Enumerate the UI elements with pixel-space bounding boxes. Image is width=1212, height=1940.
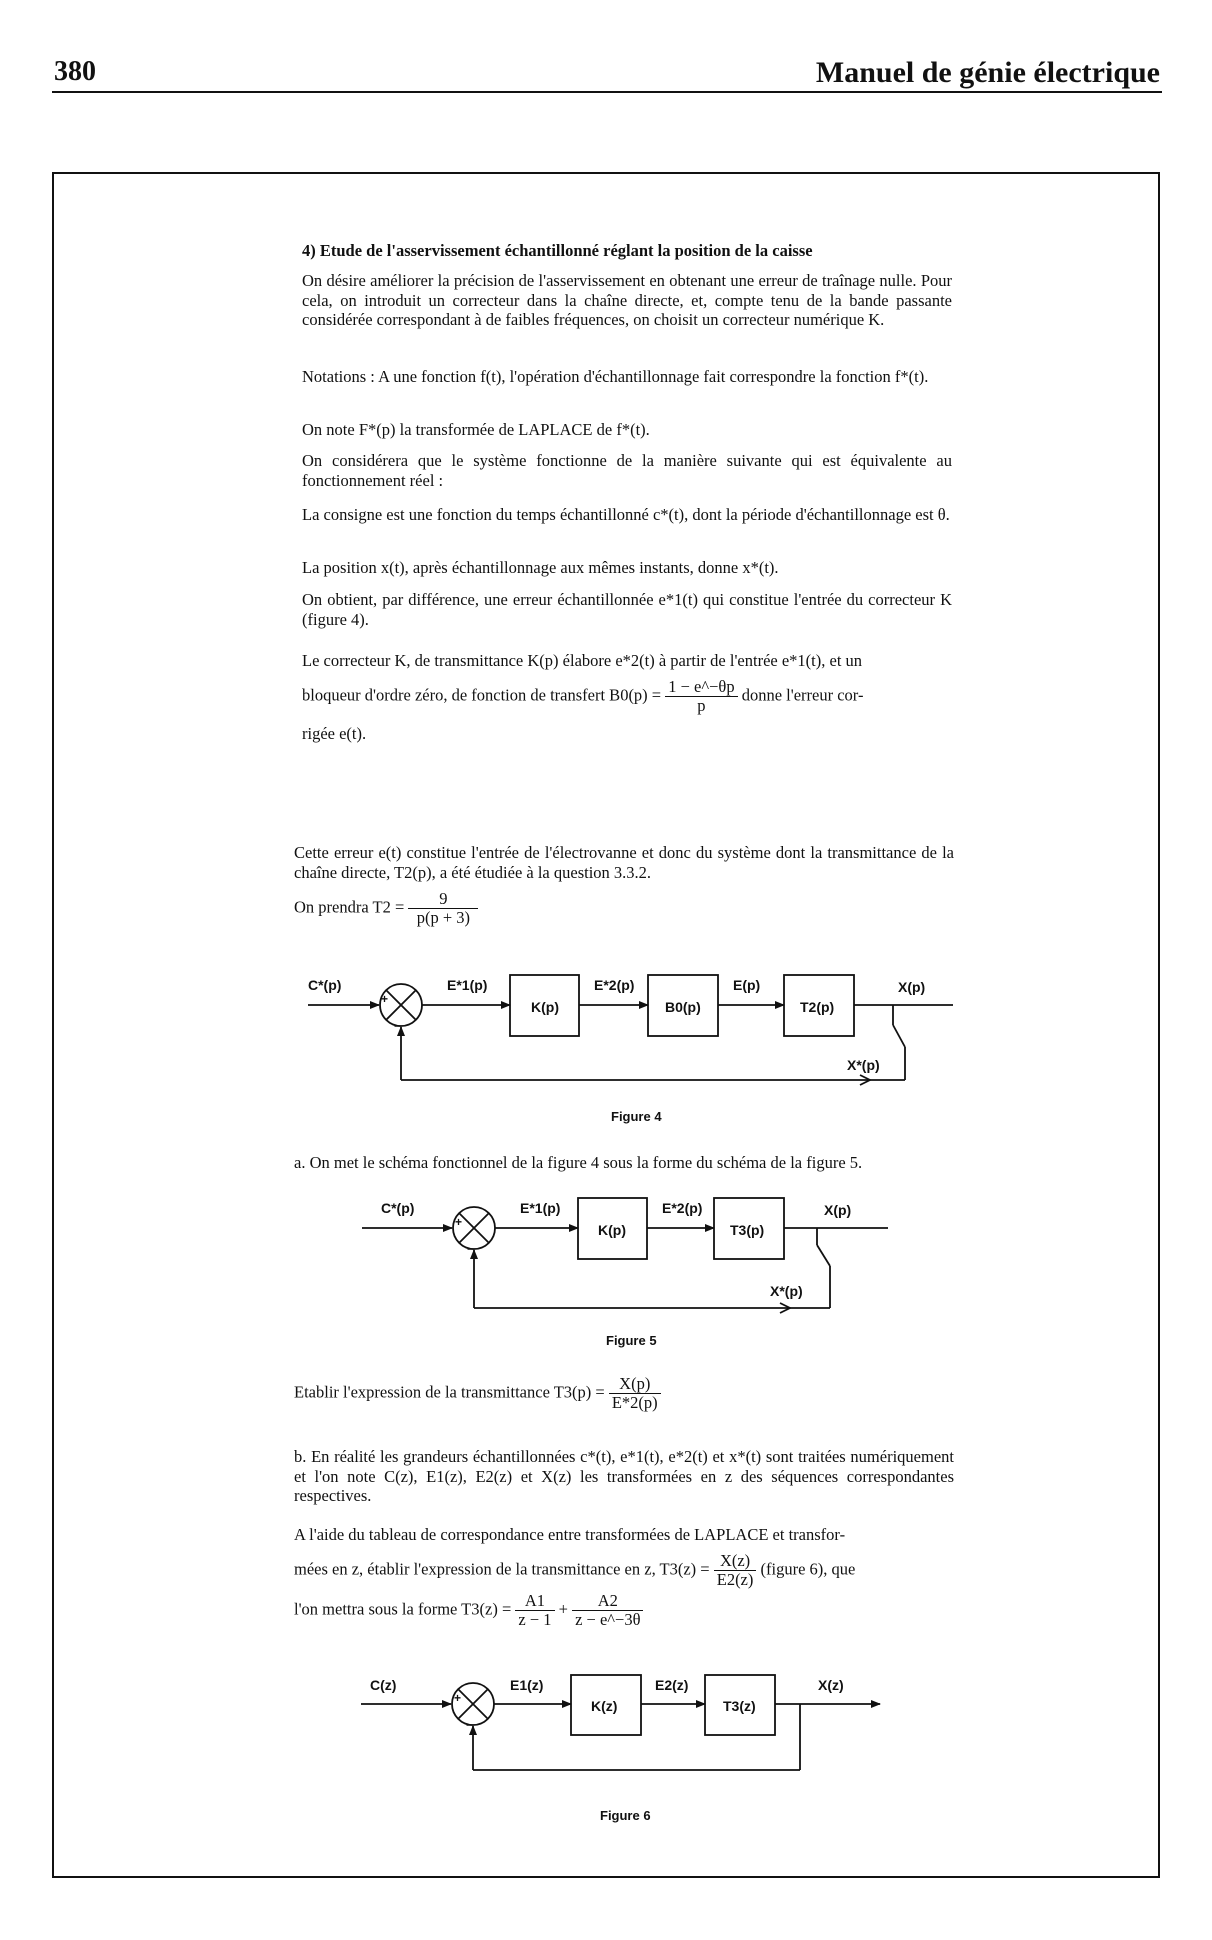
qc2-post: (figure 6), que xyxy=(760,1559,856,1579)
fig4-plus-sign: + xyxy=(381,992,389,1006)
page-header xyxy=(52,52,1162,92)
fig6-block-t3-label: T3(z) xyxy=(723,1698,756,1714)
b0-denominator: p xyxy=(697,696,706,715)
fig5-input-label: C*(p) xyxy=(381,1200,415,1216)
paragraph-8c: rigée e(t). xyxy=(302,724,367,743)
book-title: Manuel de génie électrique xyxy=(815,56,1160,89)
a2-denominator: z − e^−3θ xyxy=(575,1610,641,1629)
a1-fraction xyxy=(515,1592,554,1629)
fig4-err-label: E*1(p) xyxy=(447,977,488,993)
section-heading: 4) Etude de l'asservissement échantillonné réglant la position de la caisse xyxy=(302,241,813,260)
t2-denominator: p(p + 3) xyxy=(416,908,471,927)
fig4-feedback-label: X*(p) xyxy=(847,1057,880,1073)
qc2-pre: mées en z, établir l'expression de la transmittance en z, T3(z) = xyxy=(294,1559,710,1579)
fig5-block-k-label: K(p) xyxy=(598,1222,626,1238)
b0-fraction xyxy=(665,678,737,715)
fig6-sig2-label: E2(z) xyxy=(655,1677,689,1693)
question-a: a. On met le schéma fonctionnel de la figure 4 sous la forme du schéma de la figure 5. xyxy=(294,1153,863,1172)
paragraph-8b xyxy=(302,678,982,715)
a2-numerator: A2 xyxy=(572,1592,643,1611)
fig5-output-label: X(p) xyxy=(824,1202,852,1218)
paragraph-6: La position x(t), après échantillonnage aux mêmes instants, donne x*(t). xyxy=(302,558,779,577)
paragraph-7: On obtient, par différence, une erreur échantillonnée e*1(t) qui constitue l'entrée du correcteur K (figure 4). xyxy=(302,590,952,629)
figure-4-caption: Figure 4 xyxy=(611,1109,662,1124)
paragraph-4: On considérera que le système fonctionne de la manière suivante qui est équivalente au fonctionnement réel : xyxy=(302,451,952,490)
question-c-line3 xyxy=(294,1592,974,1629)
t3z-numerator: X(z) xyxy=(714,1552,757,1571)
paragraph-10 xyxy=(294,890,694,927)
fig4-minus-sign: − xyxy=(394,1019,402,1033)
paragraph-3: On note F*(p) la transformée de LAPLACE de f*(t). xyxy=(302,420,650,439)
fig6-plus-sign: + xyxy=(454,1691,462,1705)
qc3-pre: l'on mettra sous la forme T3(z) = xyxy=(294,1599,512,1619)
figure-5-caption: Figure 5 xyxy=(606,1333,657,1348)
fig6-input-label: C(z) xyxy=(370,1677,397,1693)
question-c-line2 xyxy=(294,1552,974,1589)
a2-fraction xyxy=(572,1592,643,1629)
t2-numerator: 9 xyxy=(408,890,478,909)
figure-6-caption: Figure 6 xyxy=(600,1808,651,1823)
question-a-expression xyxy=(294,1375,794,1412)
paragraph-1: On désire améliorer la précision de l'asservissement en obtenant une erreur de traînage nulle. Pour cela, on introduit un correcteur dans la chaîne directe, et, compte tenu de la bande passante considérée correspondant à de faibles fréquences, on choisit un correcteur numérique K. xyxy=(302,271,952,329)
paragraph-2: Notations : A une fonction f(t), l'opération d'échantillonnage fait correspondre la fonction f*(t). xyxy=(302,367,929,386)
fig4-block-t2-label: T2(p) xyxy=(800,999,835,1015)
header-rule xyxy=(52,91,1162,93)
fig6-output-label: X(z) xyxy=(818,1677,844,1693)
qc3-plus: + xyxy=(558,1599,568,1619)
question-b: b. En réalité les grandeurs échantillonnées c*(t), e*1(t), e*2(t) et x*(t) sont traitées numériquement et l'on note C(z), E1(z), E2(z) et X(z) les transformées en z des séquences correspondantes respectives. xyxy=(294,1447,954,1505)
fig5-block-t3-label: T3(p) xyxy=(730,1222,765,1238)
fig4-sig2-label: E*2(p) xyxy=(594,977,635,993)
p8b-pre: bloqueur d'ordre zéro, de fonction de transfert B0(p) = xyxy=(302,685,662,705)
qa2-pre: Etablir l'expression de la transmittance T3(p) = xyxy=(294,1382,605,1402)
fig5-err-label: E*1(p) xyxy=(520,1200,561,1216)
fig6-err-label: E1(z) xyxy=(510,1677,544,1693)
t3p-numerator: X(p) xyxy=(609,1375,661,1394)
fig4-block-k-label: K(p) xyxy=(531,999,559,1015)
b0-numerator: 1 − e^−θp xyxy=(665,678,737,697)
t3z-denominator: E2(z) xyxy=(716,1570,754,1589)
fig6-block-k-label: K(z) xyxy=(591,1698,618,1714)
fig4-block-b0-label: B0(p) xyxy=(665,999,701,1015)
p10-pre: On prendra T2 = xyxy=(294,897,405,917)
a1-numerator: A1 xyxy=(515,1592,554,1611)
fig5-feedback-label: X*(p) xyxy=(770,1283,803,1299)
paragraph-9: Cette erreur e(t) constitue l'entrée de l'électrovanne et donc du système dont la transmittance de la chaîne directe, T2(p), a été étudiée à la question 3.3.2. xyxy=(294,843,954,882)
fig5-minus-sign: − xyxy=(467,1242,475,1256)
paragraph-8a: Le correcteur K, de transmittance K(p) élabore e*2(t) à partir de l'entrée e*1(t), et un xyxy=(302,651,863,670)
fig5-sig2-label: E*2(p) xyxy=(662,1200,703,1216)
fig5-plus-sign: + xyxy=(455,1215,463,1229)
fig6-minus-sign: − xyxy=(466,1718,474,1732)
t3p-fraction xyxy=(609,1375,661,1412)
question-c-line1: A l'aide du tableau de correspondance entre transformées de LAPLACE et transfor- xyxy=(294,1525,846,1544)
t2-fraction xyxy=(408,890,478,927)
p8b-post: donne l'erreur cor- xyxy=(741,685,864,705)
fig4-input-label: C*(p) xyxy=(308,977,342,993)
a1-denominator: z − 1 xyxy=(518,1610,552,1629)
fig4-sig3-label: E(p) xyxy=(733,977,761,993)
fig4-output-label: X(p) xyxy=(898,979,926,995)
paragraph-5: La consigne est une fonction du temps échantillonné c*(t), dont la période d'échantillonnage est θ. xyxy=(302,505,950,524)
t3z-fraction xyxy=(714,1552,757,1589)
t3p-denominator: E*2(p) xyxy=(611,1393,658,1412)
page-number: 380 xyxy=(54,56,96,87)
